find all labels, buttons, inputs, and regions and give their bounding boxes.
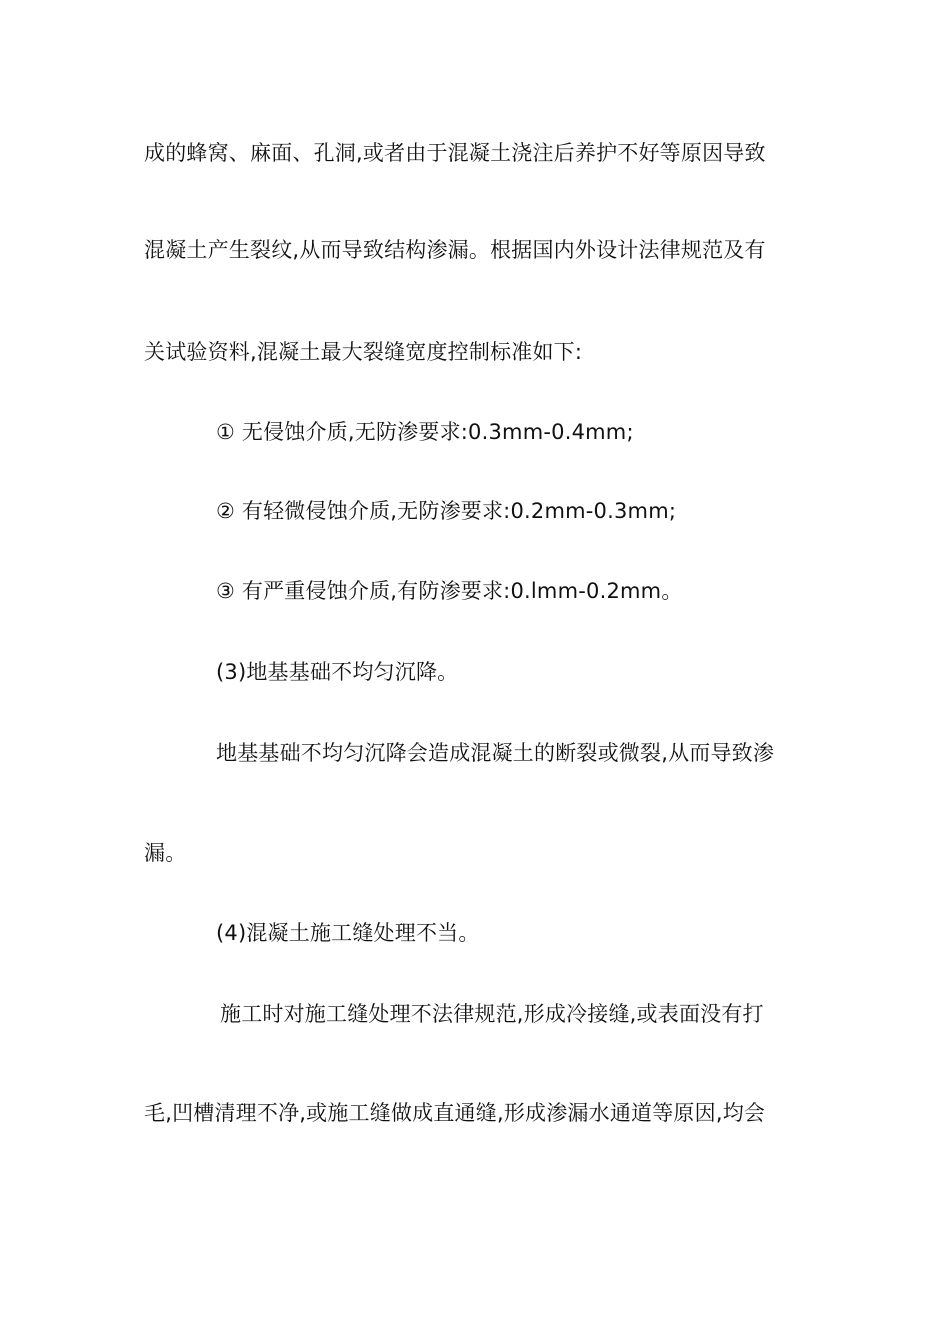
section-heading: (4)混凝土施工缝处理不当。 xyxy=(216,921,480,945)
paragraph-line: 混凝土产生裂纹,从而导致结构渗漏。根据国内外设计法律规范及有 xyxy=(144,238,766,262)
list-item: ③ 有严重侵蚀介质,有防渗要求:0.lmm-0.2mm。 xyxy=(216,579,683,603)
paragraph-line: 施工时对施工缝处理不法律规范,形成冷接缝,或表面没有打 xyxy=(220,1002,764,1026)
list-item: ① 无侵蚀介质,无防渗要求:0.3mm-0.4mm; xyxy=(216,420,634,444)
paragraph-line: 漏。 xyxy=(144,841,187,865)
paragraph-line: 关试验资料,混凝土最大裂缝宽度控制标准如下: xyxy=(144,340,583,364)
paragraph-line: 地基基础不均匀沉降会造成混凝土的断裂或微裂,从而导致渗 xyxy=(216,741,775,765)
paragraph-line: 毛,凹槽清理不净,或施工缝做成直通缝,形成渗漏水通道等原因,均会 xyxy=(144,1101,766,1125)
paragraph-line: 成的蜂窝、麻面、孔洞,或者由于混凝土浇注后养护不好等原因导致 xyxy=(144,141,766,165)
list-item: ② 有轻微侵蚀介质,无防渗要求:0.2mm-0.3mm; xyxy=(216,499,677,523)
section-heading: (3)地基基础不均匀沉降。 xyxy=(216,660,459,684)
